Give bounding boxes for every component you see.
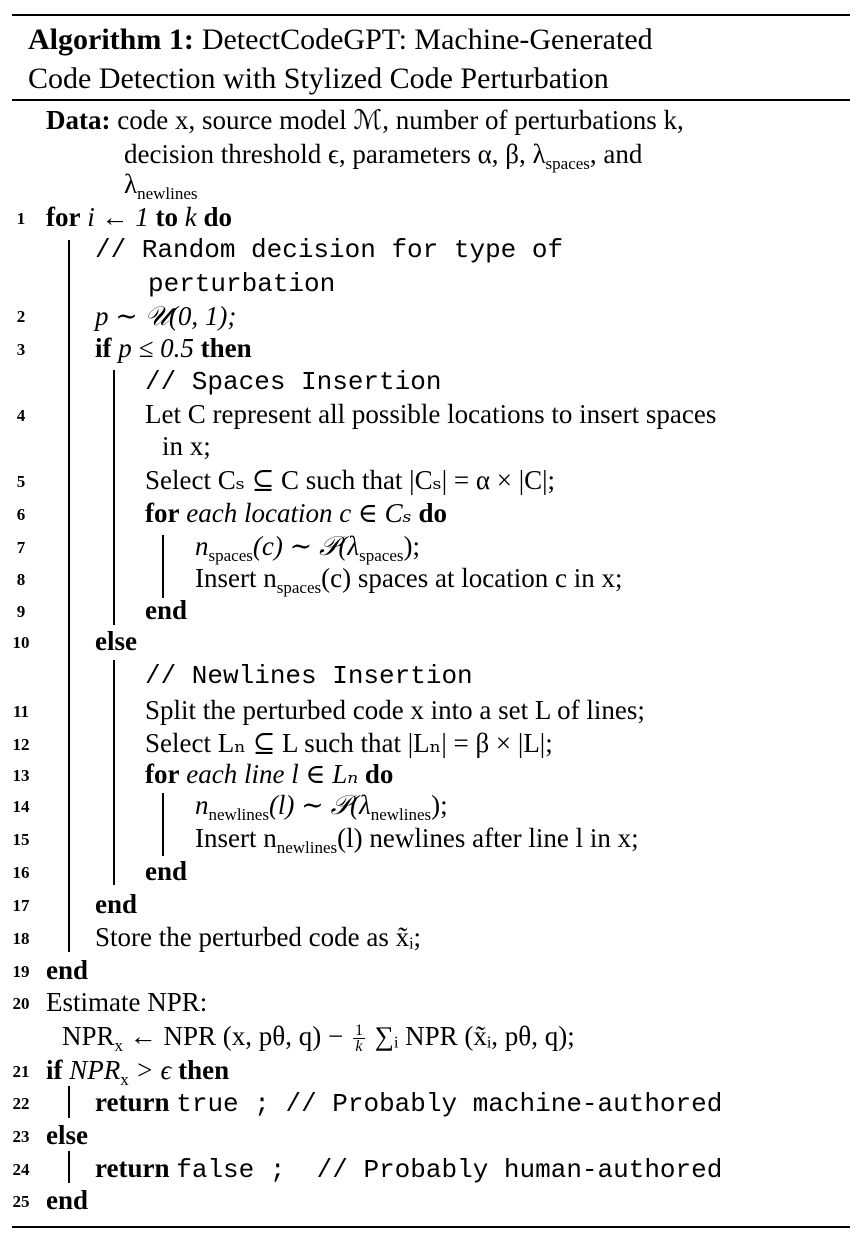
data-text-1: code x, source model ℳ, number of perturbations k,	[117, 105, 684, 135]
caption-rule	[12, 99, 850, 101]
comment-newlines: // Newlines Insertion	[145, 661, 473, 691]
loop-range: i ← 1	[87, 202, 149, 232]
if-condition: p ≤ 0.5	[118, 333, 194, 363]
line-number: 25	[12, 1192, 30, 1211]
line-number: 21	[12, 1062, 30, 1081]
scope-bar-if-return	[68, 1086, 70, 1118]
return-code: false ; // Probably human-authored	[176, 1155, 723, 1185]
scope-bar-else-return	[68, 1151, 70, 1183]
fraction-den: k	[355, 1038, 363, 1056]
line-24	[95, 1152, 722, 1186]
line-number: 14	[12, 797, 30, 816]
line-number: 15	[12, 830, 30, 849]
line-number: 10	[12, 633, 30, 652]
line-11: Split the perturbed code x into a set L of lines;	[145, 695, 645, 725]
data-line-1	[46, 104, 684, 136]
line-number: 16	[12, 863, 30, 882]
line-23: else	[46, 1120, 88, 1150]
line-4: Let C represent all possible locations to insert spaces	[145, 399, 717, 429]
keyword-to: to	[155, 202, 178, 232]
math-close: );	[431, 790, 448, 820]
scope-bar-for-newlines	[162, 793, 164, 856]
line-number: 18	[12, 929, 30, 948]
math-sub: newlines	[370, 805, 432, 824]
math-expr: (c) ∼ 𝒫(λ	[252, 531, 360, 561]
line-21	[46, 1054, 229, 1090]
line-1	[46, 201, 232, 233]
math-close: );	[403, 531, 420, 561]
comment-random-cont: perturbation	[148, 269, 336, 299]
insert-text-tail: (l) newlines after line l in x;	[337, 823, 639, 853]
fraction-num: 1	[354, 1022, 363, 1040]
math-sub: newlines	[208, 805, 269, 824]
scope-bar-for	[68, 240, 70, 952]
line-number: 6	[16, 505, 26, 524]
line-3	[95, 332, 252, 364]
keyword-do: do	[203, 202, 233, 232]
formula-tail: ∑ᵢ NPR (x̃ᵢ, pθ, q);	[374, 1021, 575, 1051]
comment-spaces: // Spaces Insertion	[145, 367, 442, 397]
line-6	[145, 497, 447, 529]
data-line-3	[124, 168, 198, 204]
line-number: 9	[16, 602, 26, 621]
caption-title-2: Code Detection with Stylized Code Perturbation	[28, 62, 609, 95]
line-number: 24	[12, 1160, 30, 1179]
keyword-for: for	[46, 202, 81, 232]
scope-bar-for-spaces	[162, 535, 164, 598]
line-9: end	[145, 595, 188, 625]
loop-expr: c ∈ Cₛ	[339, 498, 412, 528]
math-expr: (l) ∼ 𝒫(λ	[268, 790, 371, 820]
caption-title-1: DetectCodeGPT: Machine-Generated	[201, 23, 653, 56]
keyword-return: return	[95, 1087, 170, 1117]
npr-var: NPR	[69, 1055, 121, 1085]
line-5: Select Cₛ ⊆ C such that |Cₛ| = α × |C|;	[145, 465, 556, 495]
keyword-return: return	[95, 1153, 170, 1183]
insert-text-tail: (c) spaces at location c in x;	[321, 563, 623, 593]
top-rule	[12, 14, 850, 16]
line-number: 19	[12, 962, 30, 981]
scope-bar-else	[113, 660, 115, 885]
data-label: Data:	[46, 105, 111, 135]
if-condition: > ϵ	[135, 1055, 172, 1085]
line-number: 23	[12, 1127, 30, 1146]
loop-desc: each line	[186, 759, 285, 789]
math-sub: newlines	[276, 838, 338, 857]
bottom-rule	[12, 1226, 850, 1228]
keyword-for: for	[145, 759, 180, 789]
scope-bar-if	[113, 370, 115, 625]
loop-k: k	[184, 202, 197, 232]
line-20-formula	[62, 1020, 575, 1056]
line-number: 5	[16, 472, 26, 491]
keyword-then: then	[178, 1055, 230, 1085]
npr-label: NPR	[62, 1021, 115, 1051]
loop-desc: each location	[186, 498, 333, 528]
keyword-do: do	[418, 498, 448, 528]
keyword-then: then	[200, 333, 252, 363]
math-n: n	[195, 790, 209, 820]
line-4-cont: in x;	[162, 431, 211, 461]
line-8	[195, 562, 623, 598]
line-number: 22	[12, 1094, 30, 1113]
line-number: 4	[16, 406, 26, 425]
line-10: else	[95, 626, 137, 656]
line-7	[195, 530, 420, 566]
data-sub-2: spaces	[545, 154, 590, 173]
line-15	[195, 822, 639, 858]
keyword-do: do	[364, 759, 394, 789]
line-number: 12	[12, 735, 30, 754]
data-text-3: λ	[124, 169, 138, 199]
math-sub: spaces	[208, 546, 253, 565]
algorithm-caption	[28, 20, 848, 98]
math-n: n	[195, 531, 209, 561]
data-line-2	[124, 138, 642, 174]
line-18: Store the perturbed code as x̃ᵢ;	[95, 922, 422, 952]
line-number: 8	[16, 570, 26, 589]
line-number: 7	[16, 538, 26, 557]
insert-text: Insert n	[195, 563, 277, 593]
fraction	[353, 1023, 365, 1054]
math-sub: x	[114, 1036, 124, 1055]
math-sub: spaces	[276, 578, 322, 597]
line-number: 13	[12, 766, 30, 785]
math-sub: spaces	[359, 546, 404, 565]
keyword-for: for	[145, 498, 180, 528]
keyword-if: if	[46, 1055, 63, 1085]
line-13	[145, 758, 393, 790]
insert-text: Insert n	[195, 823, 277, 853]
line-number: 3	[16, 340, 26, 359]
line-19: end	[46, 955, 89, 985]
math-sub: x	[120, 1070, 129, 1089]
data-tail-2: , and	[589, 139, 643, 169]
line-number: 20	[12, 994, 30, 1013]
line-number: 2	[16, 307, 26, 326]
line-number: 1	[16, 209, 26, 228]
data-text-2: decision threshold ϵ, parameters α, β, λ	[124, 139, 546, 169]
line-17: end	[95, 889, 138, 919]
data-sub-3: newlines	[137, 184, 198, 203]
return-code: true ; // Probably machine-authored	[176, 1089, 723, 1119]
line-20: Estimate NPR:	[46, 987, 208, 1017]
caption-label: Algorithm 1:	[28, 23, 194, 56]
line-number: 17	[12, 896, 30, 915]
keyword-if: if	[95, 333, 112, 363]
line-14	[195, 789, 448, 825]
line-16: end	[145, 856, 188, 886]
line-2: p ∼ 𝒰(0, 1);	[95, 301, 237, 331]
line-12: Select Lₙ ⊆ L such that |Lₙ| = β × |L|;	[145, 728, 553, 758]
line-25: end	[46, 1185, 89, 1215]
line-22	[95, 1086, 722, 1120]
comment-random: // Random decision for type of	[95, 235, 564, 265]
line-number: 11	[12, 702, 30, 721]
formula-part: ← NPR (x, pθ, q) −	[129, 1021, 344, 1051]
loop-expr: l ∈ Lₙ	[291, 759, 359, 789]
